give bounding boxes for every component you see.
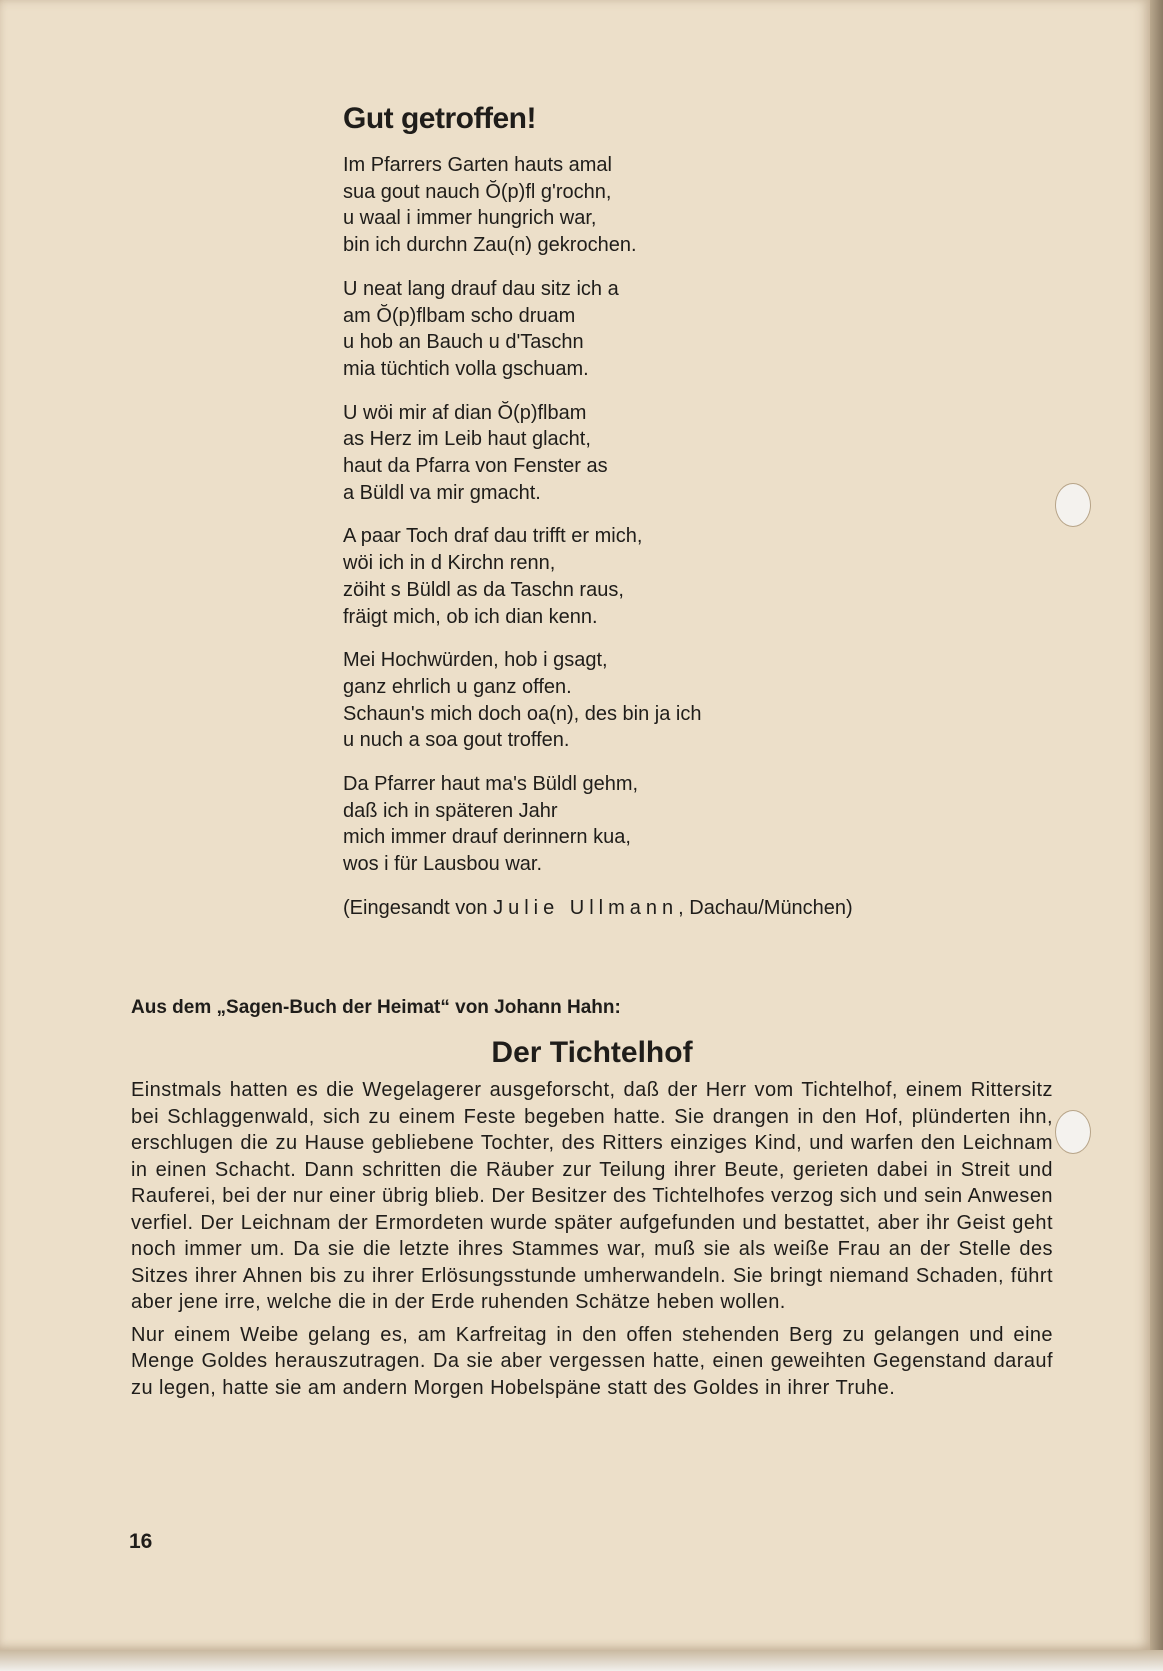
story-paragraph-1: Einstmals hatten es die Wegelagerer ausgeforscht, daß der Herr vom Tichtelhof, einem Rittersitz bei Schlaggenwald, sich zu einem Feste begeben hatte. Sie drangen in den Hof, plünderten ihn, erschlugen die zu Hause gebliebene Tochter, des Ritters einziges Kind, und warfen den Leichnam in einen Schacht. Dann schritten die Räuber zur Teilung ihrer Beute, gerieten dabei in Streit und Rauferei, bei der nur einer übrig blieb. Der Besitzer des Tichtelhofes verzog sich und sein Anwesen verfiel. Der Leichnam der Ermordeten wurde später aufgefunden und bestattet, aber ihr Geist geht noch immer um. Da sie die letzte ihres Stammes war, muß sie als weiße Frau an der Stelle des Sitzes ihrer Ahnen bis zu ihrer Erlösungsstunde umherwandeln. Sie bringt niemand Schaden, führt aber jene irre, welche die in der Erde ruhenden Schätze heben wollen. — [131, 1079, 1053, 1313]
stanza-2 — [343, 276, 943, 383]
source-author: Julie Ullmann — [493, 896, 679, 919]
poem-line: U wöi mir af dian Ŏ(p)flbam — [343, 401, 587, 424]
poem-line: fräigt mich, ob ich dian kenn. — [343, 605, 598, 628]
poem-line: a Büldl va mir gmacht. — [343, 481, 541, 504]
poem-line: ganz ehrlich u ganz offen. — [343, 675, 572, 698]
stanza-3 — [343, 400, 943, 507]
poem-line: wöi ich in d Kirchn renn, — [343, 552, 556, 575]
page-number: 16 — [129, 1530, 153, 1553]
poem-line: am Ŏ(p)flbam scho druam — [343, 304, 576, 327]
poem-line: U neat lang drauf dau sitz ich a — [343, 277, 619, 300]
poem-section — [343, 100, 943, 921]
punch-hole-bottom — [1055, 1110, 1091, 1154]
poem-line: u hob an Bauch u d'Taschn — [343, 331, 584, 354]
page-bottom-edge — [0, 1650, 1163, 1671]
poem-line: A paar Toch draf dau trifft er mich, — [343, 525, 643, 548]
story-paragraph-2: Nur einem Weibe gelang es, am Karfreitag in den offen stehenden Berg zu gelangen und eine Menge Goldes herauszutragen. Da sie aber vergessen hatte, einen geweihten Gegenstand darauf zu legen, hatte sie am andern Morgen Hobelspäne statt des Goldes in ihrer Truhe. — [131, 1323, 1053, 1399]
poem-line: sua gout nauch Ŏ(p)fl g'rochn, — [343, 180, 612, 203]
poem-line: as Herz im Leib haut glacht, — [343, 428, 591, 451]
poem-line: Im Pfarrers Garten hauts amal — [343, 154, 612, 176]
poem-line: mich immer drauf derinnern kua, — [343, 826, 631, 849]
poem-title: Gut getroffen! — [343, 102, 536, 135]
poem-line: Schaun's mich doch oa(n), des bin ja ich — [343, 702, 702, 725]
poem-source — [343, 895, 943, 921]
poem-line: Mei Hochwürden, hob i gsagt, — [343, 649, 608, 672]
story-title: Der Tichtelhof — [491, 1036, 693, 1069]
poem-line: wos i für Lausbou war. — [343, 853, 542, 876]
stanza-1 — [343, 152, 943, 259]
stanza-5 — [343, 647, 943, 754]
poem-line: zöiht s Büldl as da Taschn raus, — [343, 578, 624, 601]
poem-line: mia tüchtich volla gschuam. — [343, 357, 589, 380]
punch-hole-top — [1055, 483, 1091, 527]
poem-line: u waal i immer hungrich war, — [343, 207, 597, 230]
poem-line: Da Pfarrer haut ma's Büldl gehm, — [343, 773, 639, 796]
source-prefix: (Eingesandt von — [343, 896, 494, 919]
story-section — [131, 995, 1053, 1407]
poem-line: bin ich durchn Zau(n) gekrochen. — [343, 234, 637, 257]
story-intro: Aus dem „Sagen-Buch der Heimat“ von Johann Hahn: — [131, 997, 621, 1018]
poem-line: u nuch a soa gout troffen. — [343, 729, 570, 752]
poem-line: haut da Pfarra von Fenster as — [343, 455, 608, 478]
stanza-4 — [343, 523, 943, 630]
page-edge — [1150, 0, 1163, 1671]
stanza-6 — [343, 771, 943, 878]
source-suffix: , Dachau/München) — [678, 896, 853, 919]
poem-line: daß ich in späteren Jahr — [343, 799, 558, 822]
